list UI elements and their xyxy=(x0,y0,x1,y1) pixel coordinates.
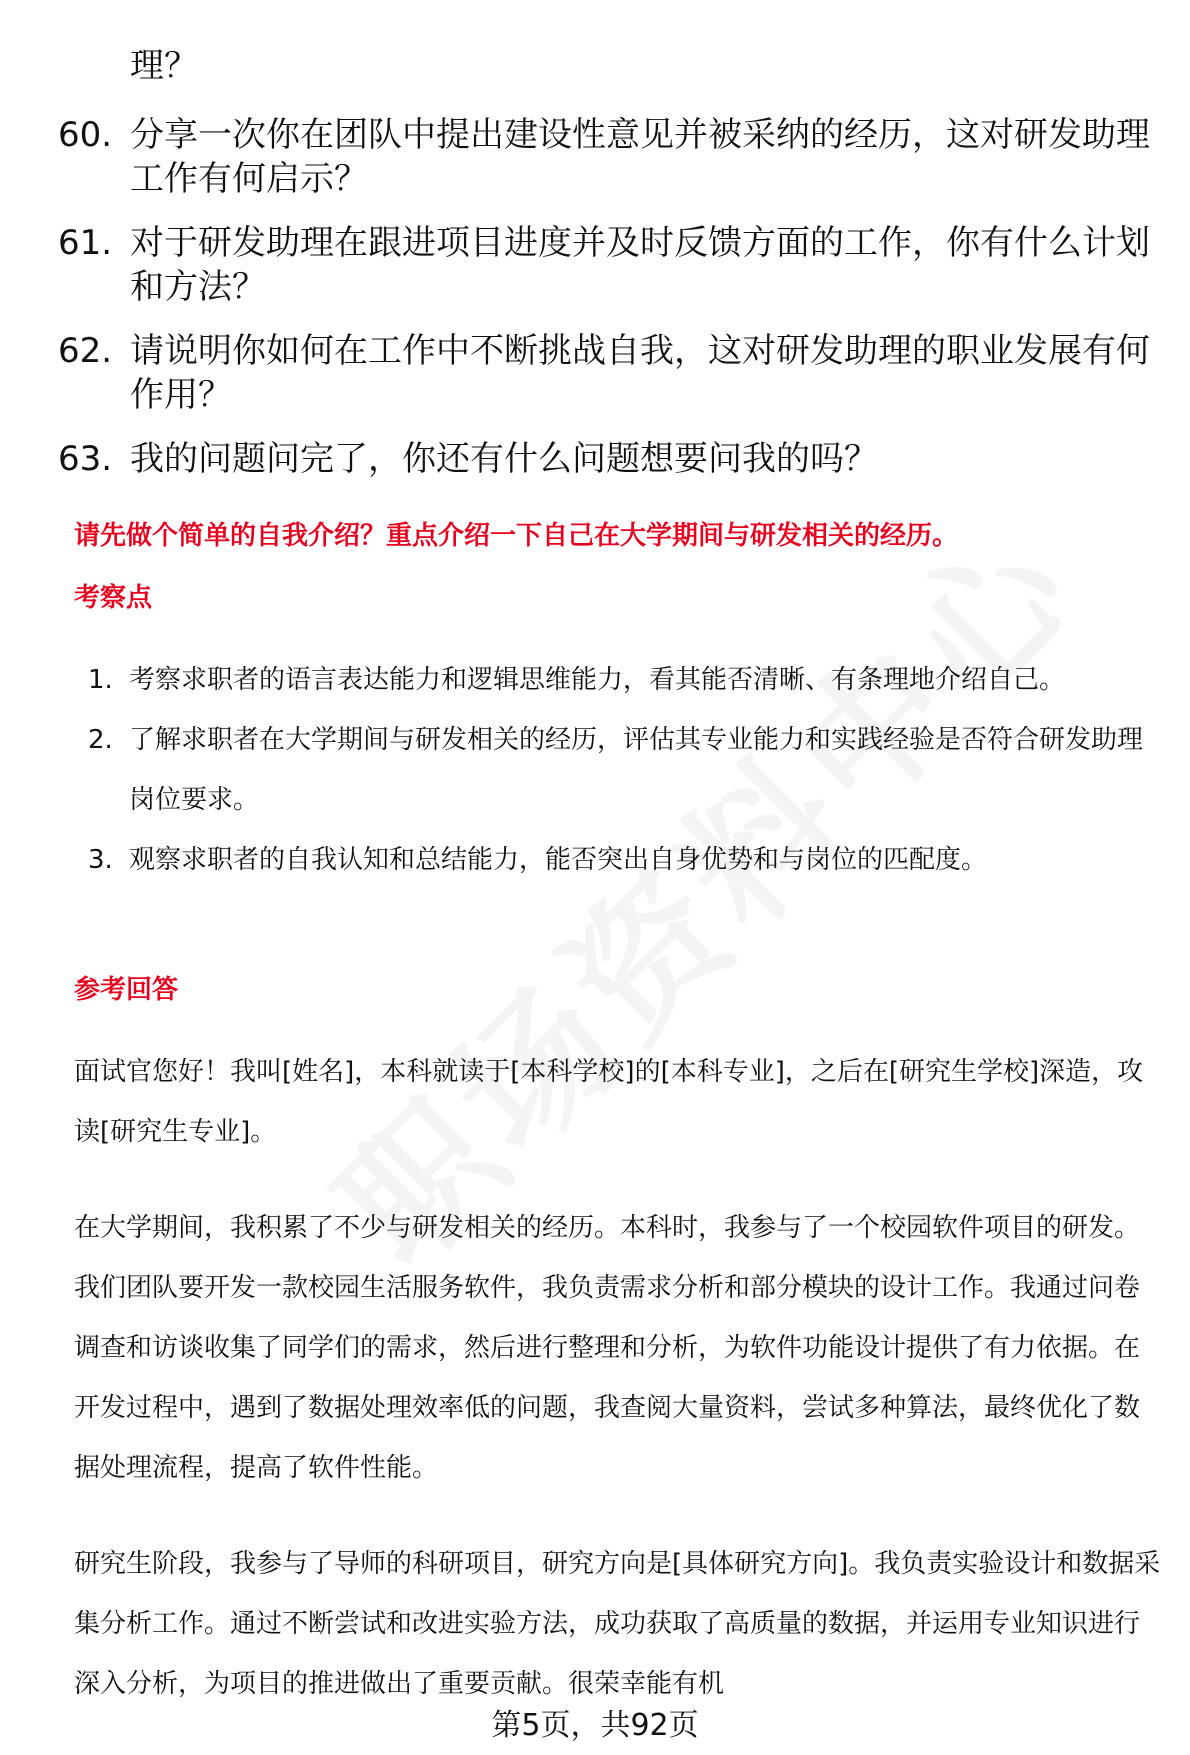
list-item xyxy=(58,437,1158,481)
list-item xyxy=(58,113,1158,201)
point-number: 2. xyxy=(88,725,113,755)
answer-paragraph: 面试官您好！我叫[姓名]，本科就读于[本科学校]的[本科专业]，之后在[研究生学校]深造，攻读[研究生专业]。 xyxy=(74,1057,1144,1147)
list-item xyxy=(88,650,1148,710)
question-number: 60. xyxy=(58,115,113,155)
answer-paragraph: 在大学期间，我积累了不少与研发相关的经历。本科时，我参与了一个校园软件项目的研发。我们团队要开发一款校园生活服务软件，我负责需求分析和部分模块的设计工作。我通过问卷调查和访谈收集了同学们的需求，然后进行整理和分析，为软件功能设计提供了有力依据。在开发过程中，遇到了数据处理效率低的问题，我查阅大量资料，尝试多种算法，最终优化了数据处理流程，提高了软件性能。 xyxy=(74,1213,1141,1483)
question-number: 61. xyxy=(58,223,113,263)
interview-question-title: 请先做个简单的自我介绍？重点介绍一下自己在大学期间与研发相关的经历。 xyxy=(74,521,959,551)
answer-paragraph: 研究生阶段，我参与了导师的科研项目，研究方向是[具体研究方向]。我负责实验设计和数据采集分析工作。通过不断尝试和改进实验方法，成功获取了高质量的数据，并运用专业知识进行深入分析，为项目的推进做出了重要贡献。很荣幸能有机 xyxy=(74,1549,1161,1699)
page-footer: 第5页，共92页 xyxy=(491,1708,699,1743)
question-list xyxy=(58,113,1158,501)
list-item xyxy=(58,221,1158,309)
question-text: 对于研发助理在跟进项目进度并及时反馈方面的工作，你有什么计划和方法？ xyxy=(130,223,1150,307)
assessment-point-list xyxy=(88,650,1148,890)
answer-body xyxy=(74,1042,1164,1750)
list-item xyxy=(58,329,1158,417)
previous-question-tail: 理？ xyxy=(130,46,198,86)
point-text: 观察求职者的自我认知和总结能力，能否突出自身优势和与岗位的匹配度。 xyxy=(129,845,988,875)
point-number: 3. xyxy=(88,845,113,875)
list-item xyxy=(88,830,1148,890)
section-heading-answer: 参考回答 xyxy=(74,975,179,1005)
question-text: 我的问题问完了，你还有什么问题想要问我的吗？ xyxy=(130,439,878,479)
point-text: 考察求职者的语言表达能力和逻辑思维能力，看其能否清晰、有条理地介绍自己。 xyxy=(129,665,1066,695)
section-heading-assessment: 考察点 xyxy=(74,583,153,613)
point-text: 了解求职者在大学期间与研发相关的经历，评估其专业能力和实践经验是否符合研发助理岗位要求。 xyxy=(129,725,1144,815)
question-number: 62. xyxy=(58,331,113,371)
question-text: 请说明你如何在工作中不断挑战自我，这对研发助理的职业发展有何作用？ xyxy=(130,331,1150,415)
list-item xyxy=(88,710,1148,830)
question-text: 分享一次你在团队中提出建设性意见并被采纳的经历，这对研发助理工作有何启示？ xyxy=(130,115,1150,199)
point-number: 1. xyxy=(88,665,113,695)
question-number: 63. xyxy=(58,439,113,479)
